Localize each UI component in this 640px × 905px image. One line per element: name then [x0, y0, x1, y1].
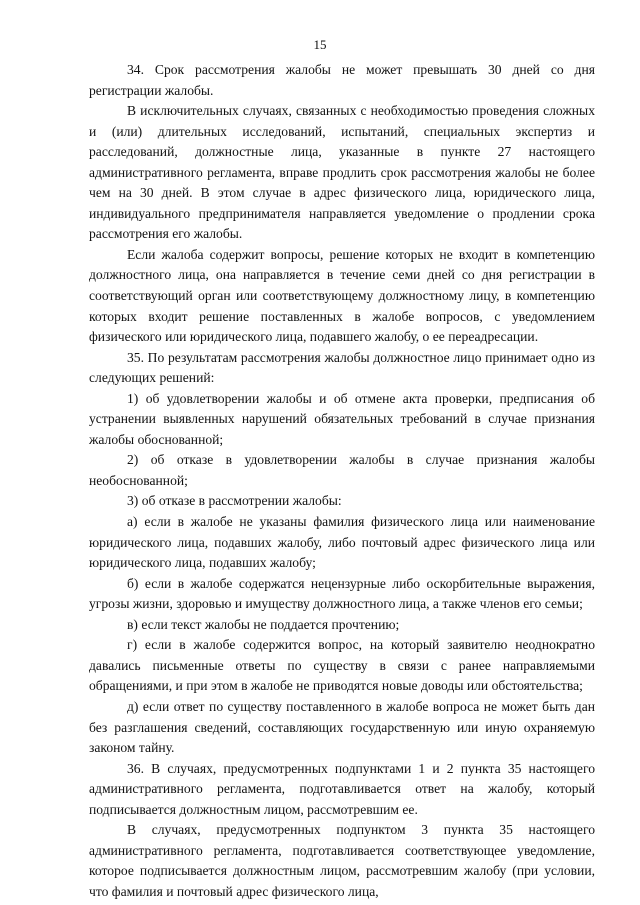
paragraph-redirect: Если жалоба содержит вопросы, решение которых не входит в компетенцию должностного лица, она направляется в течение семи дней со дня регистрации в соответствующий орган или соответствующему должностному лицу, в компетенцию которых входит решение поставленных в жалобе вопросов, с уведомлением физического или юридического лица, подавшего жалобу, о ее переадресации.	[89, 246, 595, 345]
sub-item-v: в) если текст жалобы не поддается прочтению;	[127, 616, 400, 632]
sub-item-b: б) если в жалобе содержатся нецензурные либо оскорбительные выражения, угрозы жизни, здоровью и имуществу должностного лица, а также членов его семьи;	[89, 575, 595, 612]
page-number: 15	[313, 37, 327, 52]
list-item-1: 1) об удовлетворении жалобы и об отмене акта проверки, предписания об устранении выявленных нарушений обязательных требований в случае признания жалобы обоснованной;	[89, 390, 595, 447]
paragraph-34-term: 34. Срок рассмотрения жалобы не может превышать 30 дней со дня регистрации жалобы.	[89, 62, 595, 98]
sub-item-d: д) если ответ по существу поставленного в жалобе вопроса не может быть дан без разглашения сведений, составляющих государственную или иную охраняемую законом тайну.	[89, 698, 595, 756]
list-item-2: 2) об отказе в удовлетворении жалобы в случае признания жалобы необоснованной;	[89, 452, 595, 488]
document-body	[89, 60, 595, 902]
paragraph-extension: В исключительных случаях, связанных с необходимостью проведения сложных и (или) длительных исследований, испытаний, специальных экспертиз и расследований, должностные лица, указанные в пункте 27 настоящего административного регламента, вправе продлить срок рассмотрения жалобы не более чем на 30 дней. В этом случае в адрес физического лица, юридического лица, индивидуального предпринимателя направляется уведомление о продлении срока рассмотрения его жалобы.	[89, 103, 595, 242]
paragraph-36-answer: 36. В случаях, предусмотренных подпунктами 1 и 2 пункта 35 настоящего административного регламента, подготавливается ответ на жалобу, который подписывается должностным лицом, рассмотревшим ее.	[89, 760, 595, 817]
sub-item-g: г) если в жалобе содержится вопрос, на который заявителю неоднократно давались письменные ответы по существу в связи с ранее направляемыми обращениями, и при этом в жалобе не приводятся новые доводы или обстоятельства;	[89, 637, 595, 694]
list-item-3: 3) об отказе в рассмотрении жалобы:	[127, 493, 342, 509]
paragraph-35-decisions: 35. По результатам рассмотрения жалобы должностное лицо принимает одно из следующих решений:	[89, 349, 595, 386]
sub-item-a: а) если в жалобе не указаны фамилия физического лица или наименование юридического лица, подавших жалобу, либо почтовый адрес физического лица или юридического лица, подавших жалобу;	[89, 514, 595, 571]
paragraph-36-notice: В случаях, предусмотренных подпунктом 3 пункта 35 настоящего административного регламента, подготавливается соответствующее уведомление, которое подписывается должностным лицом, рассмотревшим жалобу (при условии, что фамилия и почтовый адрес физического лица,	[89, 822, 595, 899]
